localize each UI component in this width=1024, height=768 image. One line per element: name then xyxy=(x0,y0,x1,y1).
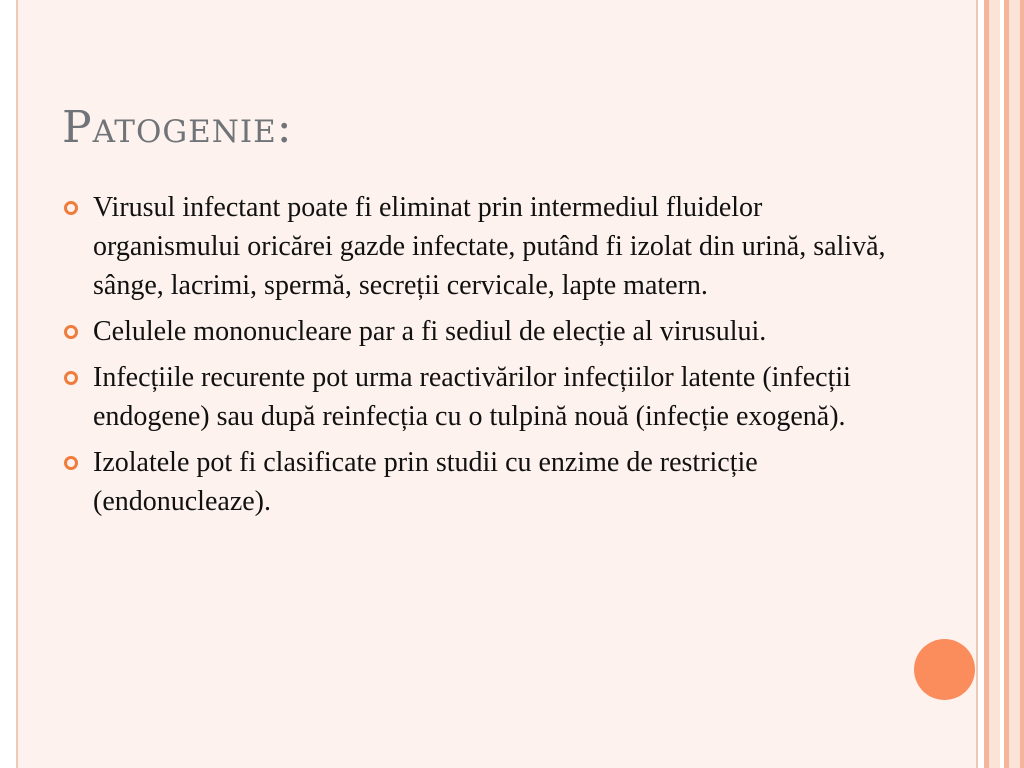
bullet-text: Virusul infectant poate fi eliminat prin intermediul fluidelor organismului oricărei gazde infectate, putând fi izolat din urină, salivă, sânge, lacrimi, spermă, secreții cervicale, lapte matern. xyxy=(93,192,886,301)
bullet-item xyxy=(64,443,894,521)
circle-bullet-icon xyxy=(64,201,78,215)
right-decorative-stripe xyxy=(1020,0,1024,768)
orange-circle-decoration xyxy=(914,639,975,700)
bullet-item xyxy=(64,188,894,305)
circle-bullet-icon xyxy=(64,456,78,470)
bullet-item xyxy=(64,358,894,436)
bullet-list xyxy=(64,188,894,528)
slide-title: Patogenie: xyxy=(62,102,293,153)
bullet-text: Infecțiile recurente pot urma reactivărilor infecțiilor latente (infecții endogene) sau după reinfecția cu o tulpină nouă (infecție exogenă). xyxy=(93,362,851,432)
circle-bullet-icon xyxy=(64,325,78,339)
circle-bullet-icon xyxy=(64,371,78,385)
right-decorative-stripe xyxy=(989,0,1000,768)
bullet-text: Celulele mononucleare par a fi sediul de elecție al virusului. xyxy=(93,316,767,347)
bullet-item xyxy=(64,312,894,351)
bullet-text: Izolatele pot fi clasificate prin studii cu enzime de restricție (endonucleaze). xyxy=(93,447,758,517)
right-decorative-stripe xyxy=(1009,0,1020,768)
